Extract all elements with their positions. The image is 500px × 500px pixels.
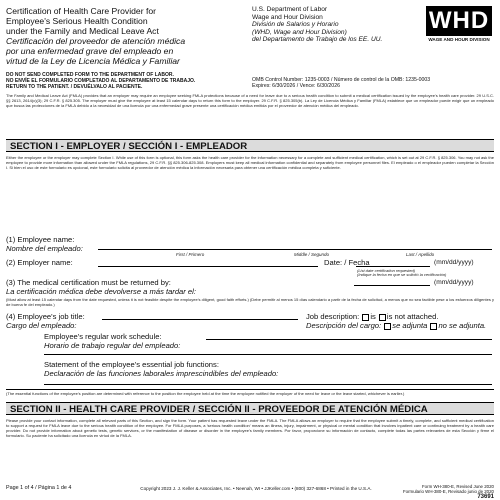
is-option-label: is [370,312,376,321]
title-line-es: Certificación del proveedor de atención médica [6,36,186,46]
title-line: Employee's Serious Health Condition [6,16,148,26]
job-title-label-es: Cargo del empleado: [6,321,77,330]
agency-line-es: División de Salarios y Horario [252,21,339,29]
employer-name-label: (2) Employer name: [6,258,73,267]
title-line: Certification of Health Care Provider for [6,6,156,16]
schedule-label-es: Horario de trabajo regular del empleado: [44,341,181,350]
item-number: 73691 [477,494,494,500]
omb-info [252,77,492,90]
whd-logo-mark: WHD [426,6,492,36]
return-by-note-es: (Debe permitir al menos 15 días calendario a partir de la fecha de solicitud, a menos que no sea factible pese a los esfuerzos diligentes y de buena fe del empleado.) [6,297,494,307]
job-description-label-es-text: Descripción del cargo: [306,321,382,330]
form-number-es: Formulario WH-380-E, Revisado junio de 2020 [402,489,494,494]
middle-name-caption: Middle / Segundo [294,252,330,257]
return-by-label-es: La certificación médica debe devolverse a más tardar el: [6,287,196,296]
page-number: Page 1 of 4 / Página 1 de 4 [6,485,72,491]
last-name-caption: Last / Apellido [406,252,435,257]
form-page [6,6,494,500]
return-by-note-en: (Must allow at least 15 calendar days from the date requested, unless it is not feasible despite the employee's diligent, good faith efforts.) [6,297,249,302]
schedule-input-line-2[interactable] [44,354,492,355]
form-title [6,6,231,66]
schedule-input[interactable] [206,339,492,340]
agency-line-es: del Departamento de Trabajo de los EE. UU. [252,36,383,44]
intro-paragraph: The Family and Medical Leave Act (FMLA) provides that an employer may require an employee seeking FMLA protections because of a need for leave due to a serious health condition to submit a medical certification issued by the employee's health care provider. 29 U.S.C. §§ 2613, 2614(c)(3); 29 C.F.R. § 825.305. The employer must give the employee at least 15 calendar days to return this form to the employer. 29 C.F.R. § 825.305(b). La Ley de Licencia Médica y Familiar (FMLA) establece que un empleador puede exigir que un empleado que busca las protecciones de la FMLA debido a la necesidad de una licencia por una enfermedad grave presente una certificación médica emitida por el proveedor de atención médica del empleado. [6,93,494,108]
form-number [403,484,494,500]
se-adjunta-label: se adjunta [392,321,428,330]
no-se-adjunta-checkbox[interactable] [430,323,437,330]
agency-line-es: (WHD, Wage and Hour Division) [252,28,347,36]
job-description-label [306,312,438,321]
is-not-option-label: is not attached. [386,312,439,321]
no-se-adjunta-label: no se adjunta. [438,321,487,330]
date-format: (mm/dd/yyyy) [434,259,474,266]
section-2-heading: SECTION II - HEALTH CARE PROVIDER / SECCIÓN II - PROVEEDOR DE ATENCIÓN MÉDICA [6,402,494,415]
employee-name-label-es: Nombre del empleado: [6,244,83,253]
essential-functions-input[interactable] [44,384,492,385]
title-line-es: por una enfermedad grave del empleado en [6,46,174,56]
section-2-instructions: Please provide your contact information, complete all relevant parts of this Section, and sign the form. Your patient has requested leave under the FMLA. The FMLA allows an employer to require that the employee submit a timely, complete, and sufficient medical certification to support a request for FMLA leave due to the serious health condition of the employee. For FMLA purposes, a 'serious health condition' means an illness, injury, impairment, or physical or mental condition that involves inpatient care or continuing treatment by a health care provider. Do not provide information about genetic tests, genetic services, or the manifestation of disease or disorder in the employee's family members. Por favor, proporcione su información de contacto, complete todas las partes relevantes de esta Sección y firme el formulario. Su paciente ha solicitado una licencia en virtud de la FMLA. [6,418,494,438]
warning-line: NO ENVÍE EL FORMULARIO COMPLETADO AL DEPARTAMENTO DE TRABAJO. [6,78,196,84]
return-by-note [6,297,494,307]
date-requested-input[interactable] [356,266,430,267]
se-adjunta-checkbox[interactable] [384,323,391,330]
job-title-label: (4) Employee's job title: [6,312,85,321]
job-description-is-not-checkbox[interactable] [379,314,386,321]
job-description-is-checkbox[interactable] [362,314,369,321]
title-line-es: virtud de la Ley de Licencia Médica y Familiar [6,56,180,66]
return-date-format: (mm/dd/yyyy) [434,279,474,286]
agency-block [252,6,402,44]
date-hint: (List date certification requested) [357,268,416,273]
section-1-heading: SECTION I - EMPLOYER / SECCIÓN I - EMPLEADOR [6,139,494,152]
return-warning [6,72,246,90]
omb-control-number: OMB Control Number: 1235-0003 / Número de control de la OMB: 1235-0003 [252,77,431,83]
agency-line: U.S. Department of Labor [252,6,328,13]
whd-logo-caption: WAGE AND HOUR DIVISION [428,37,490,42]
title-line: under the Family and Medical Leave Act [6,26,159,36]
copyright-notice: Copyright 2023 J. J. Keller & Associates, Inc. • Neenah, WI • JJKeller.com • (800) 327-6868 • Printed in the U.S.A. [140,486,372,491]
agency-line: Wage and Hour Division [252,13,323,21]
essential-functions-label-es: Declaración de las funciones laborales imprescindibles del empleado: [44,369,279,378]
job-description-label-es [306,321,486,330]
whd-logo [426,6,492,46]
section-1-instructions: Either the employee or the employer may complete Section I. While use of this form is optional, this form asks the health care provider for the information necessary for a complete and sufficient medical certification, which is set out at 29 C.F.R. § 825.306. You may not ask the employee to provide more information than allowed under the FMLA regulations, 29 C.F.R. §§ 825.306-825.308. Employers must keep all medical information confidential and separately from employee personnel files. El empleado o el empleador pueden completar la Sección I. Si bien el uso de este formulario es opcional, este formulario solicita al proveedor de atención médica la información necesaria para obtener una certificación médica completa y suficiente. [6,155,494,170]
first-name-caption: First / Primero [176,252,205,257]
return-by-input[interactable] [354,285,430,286]
job-description-label-text: Job description: [306,312,360,321]
schedule-label: Employee's regular work schedule: [44,332,162,341]
omb-expiration: Expires: 6/30/2026 / Vence: 6/30/2026 [252,83,340,90]
warning-line: DO NOT SEND COMPLETED FORM TO THE DEPARTMENT OF LABOR. [6,72,174,78]
job-title-input[interactable] [102,319,298,320]
employer-name-input[interactable] [98,266,318,267]
date-hint-es: (Indique la fecha en que se solicitó la certificación) [357,272,447,277]
employee-name-label: (1) Employee name: [6,235,75,244]
warning-line: RETURN TO THE PATIENT. / DEVUÉLVALO AL PACIENTE. [6,84,143,90]
date-label: Date: / Fecha [324,258,370,267]
employee-name-input[interactable] [98,249,492,250]
essential-functions-label: Statement of the employee's essential job functions: [44,360,219,369]
form-number-en: Form WH-380-E, Revised June 2020 [422,484,494,489]
return-by-label: (3) The medical certification must be returned by: [6,278,171,287]
essential-functions-footnote: (The essential functions of the employee's position are determined with reference to the position the employee held at the time the employee notified the employer of the need for leave or the leave started, whichever is earlier.) [6,389,494,401]
